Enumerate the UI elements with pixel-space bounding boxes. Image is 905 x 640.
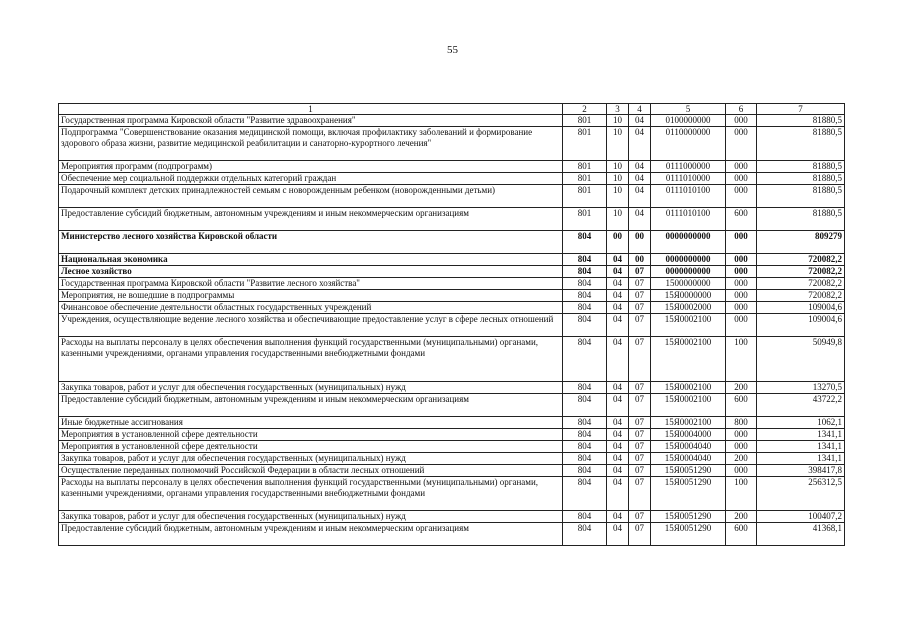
subsection-cell: 07 — [629, 441, 651, 453]
table-row — [59, 254, 845, 266]
expense-type-cell: 000 — [726, 429, 757, 441]
table-body — [59, 115, 845, 546]
name-cell: Учреждения, осуществляющие ведение лесного хозяйства и обеспечивающие предоставление услуг в сфере лесных отношений — [59, 314, 563, 337]
code-cell: 804 — [563, 254, 607, 266]
name-cell: Государственная программа Кировской области "Развитие лесного хозяйства" — [59, 278, 563, 290]
section-cell: 04 — [607, 254, 629, 266]
subsection-cell: 00 — [629, 254, 651, 266]
code-cell: 801 — [563, 127, 607, 161]
subsection-cell: 07 — [629, 278, 651, 290]
table-row — [59, 417, 845, 429]
target-article-cell: 15Я0002100 — [651, 337, 726, 382]
subsection-cell: 07 — [629, 337, 651, 382]
target-article-cell: 15Я0004040 — [651, 441, 726, 453]
amount-cell: 41368,1 — [757, 523, 845, 546]
expense-type-cell: 100 — [726, 337, 757, 382]
target-article-cell: 15Я0000000 — [651, 290, 726, 302]
table-row — [59, 208, 845, 231]
header-col-6: 6 — [726, 104, 757, 115]
table-row — [59, 185, 845, 208]
section-cell: 04 — [607, 511, 629, 523]
target-article-cell: 15Я0002100 — [651, 417, 726, 429]
name-cell: Закупка товаров, работ и услуг для обеспечения государственных (муниципальных) нужд — [59, 382, 563, 394]
target-article-cell: 15Я0002100 — [651, 394, 726, 417]
section-cell: 10 — [607, 161, 629, 173]
header-col-1: 1 — [59, 104, 563, 115]
section-cell: 04 — [607, 429, 629, 441]
name-cell: Лесное хозяйство — [59, 266, 563, 278]
amount-cell: 1341,1 — [757, 441, 845, 453]
code-cell: 804 — [563, 511, 607, 523]
name-cell: Министерство лесного хозяйства Кировской области — [59, 231, 563, 254]
budget-table — [58, 103, 845, 546]
subsection-cell: 04 — [629, 115, 651, 127]
target-article-cell: 0000000000 — [651, 254, 726, 266]
page-number: 55 — [447, 44, 458, 56]
code-cell: 804 — [563, 523, 607, 546]
target-article-cell: 0111010100 — [651, 185, 726, 208]
subsection-cell: 07 — [629, 394, 651, 417]
amount-cell: 1062,1 — [757, 417, 845, 429]
table-row — [59, 314, 845, 337]
amount-cell: 81880,5 — [757, 173, 845, 185]
target-article-cell: 15Я0051290 — [651, 511, 726, 523]
name-cell: Обеспечение мер социальной поддержки отдельных категорий граждан — [59, 173, 563, 185]
name-cell: Иные бюджетные ассигнования — [59, 417, 563, 429]
expense-type-cell: 200 — [726, 382, 757, 394]
section-cell: 04 — [607, 278, 629, 290]
name-cell: Финансовое обеспечение деятельности областных государственных учреждений — [59, 302, 563, 314]
expense-type-cell: 000 — [726, 465, 757, 477]
expense-type-cell: 000 — [726, 302, 757, 314]
expense-type-cell: 000 — [726, 441, 757, 453]
table-row — [59, 382, 845, 394]
code-cell: 804 — [563, 394, 607, 417]
expense-type-cell: 000 — [726, 254, 757, 266]
amount-cell: 720082,2 — [757, 254, 845, 266]
subsection-cell: 00 — [629, 231, 651, 254]
header-col-7: 7 — [757, 104, 845, 115]
expense-type-cell: 200 — [726, 453, 757, 465]
code-cell: 801 — [563, 173, 607, 185]
expense-type-cell: 600 — [726, 523, 757, 546]
amount-cell: 1341,1 — [757, 429, 845, 441]
expense-type-cell: 000 — [726, 314, 757, 337]
table-row — [59, 511, 845, 523]
table-row — [59, 266, 845, 278]
amount-cell: 50949,8 — [757, 337, 845, 382]
amount-cell: 81880,5 — [757, 127, 845, 161]
amount-cell: 720082,2 — [757, 278, 845, 290]
section-cell: 04 — [607, 266, 629, 278]
amount-cell: 809279 — [757, 231, 845, 254]
expense-type-cell: 000 — [726, 290, 757, 302]
section-cell: 04 — [607, 394, 629, 417]
name-cell: Расходы на выплаты персоналу в целях обеспечения выполнения функций государственными (муниципальными) органами, казенными учреждениями, органами управления государственными внебюджетными фондами — [59, 337, 563, 382]
expense-type-cell: 600 — [726, 394, 757, 417]
table-row — [59, 278, 845, 290]
expense-type-cell: 000 — [726, 127, 757, 161]
code-cell: 804 — [563, 453, 607, 465]
target-article-cell: 15Я0051290 — [651, 477, 726, 511]
amount-cell: 81880,5 — [757, 115, 845, 127]
section-cell: 10 — [607, 127, 629, 161]
code-cell: 804 — [563, 302, 607, 314]
header-col-2: 2 — [563, 104, 607, 115]
table-row — [59, 231, 845, 254]
name-cell: Закупка товаров, работ и услуг для обеспечения государственных (муниципальных) нужд — [59, 453, 563, 465]
subsection-cell: 07 — [629, 382, 651, 394]
table-row — [59, 523, 845, 546]
header-col-5: 5 — [651, 104, 726, 115]
section-cell: 04 — [607, 453, 629, 465]
subsection-cell: 07 — [629, 290, 651, 302]
code-cell: 804 — [563, 314, 607, 337]
target-article-cell: 15Я0002000 — [651, 302, 726, 314]
amount-cell: 81880,5 — [757, 185, 845, 208]
name-cell: Подарочный комплект детских принадлежностей семьям с новорожденным ребенком (новорожденными детьми) — [59, 185, 563, 208]
amount-cell: 13270,5 — [757, 382, 845, 394]
target-article-cell: 15Я0004040 — [651, 453, 726, 465]
amount-cell: 100407,2 — [757, 511, 845, 523]
header-col-3: 3 — [607, 104, 629, 115]
amount-cell: 398417,8 — [757, 465, 845, 477]
target-article-cell: 0110000000 — [651, 127, 726, 161]
table-row — [59, 441, 845, 453]
code-cell: 801 — [563, 161, 607, 173]
expense-type-cell: 600 — [726, 208, 757, 231]
header-col-4: 4 — [629, 104, 651, 115]
table-header-row — [59, 104, 845, 115]
code-cell: 804 — [563, 290, 607, 302]
table-row — [59, 161, 845, 173]
section-cell: 10 — [607, 173, 629, 185]
subsection-cell: 04 — [629, 173, 651, 185]
section-cell: 10 — [607, 115, 629, 127]
table-row — [59, 394, 845, 417]
subsection-cell: 07 — [629, 453, 651, 465]
amount-cell: 81880,5 — [757, 161, 845, 173]
name-cell: Мероприятия в установленной сфере деятельности — [59, 429, 563, 441]
expense-type-cell: 100 — [726, 477, 757, 511]
section-cell: 00 — [607, 231, 629, 254]
name-cell: Осуществление переданных полномочий Российской Федерации в области лесных отношений — [59, 465, 563, 477]
code-cell: 801 — [563, 208, 607, 231]
target-article-cell: 0000000000 — [651, 231, 726, 254]
subsection-cell: 04 — [629, 208, 651, 231]
code-cell: 804 — [563, 278, 607, 290]
amount-cell: 43722,2 — [757, 394, 845, 417]
section-cell: 04 — [607, 523, 629, 546]
target-article-cell: 0111010000 — [651, 173, 726, 185]
code-cell: 801 — [563, 185, 607, 208]
code-cell: 801 — [563, 115, 607, 127]
name-cell: Подпрограмма "Совершенствование оказания медицинской помощи, включая профилактику заболеваний и формирование здорового образа жизни, развитие медицинской реабилитации и санаторно-курортного лечения" — [59, 127, 563, 161]
section-cell: 04 — [607, 290, 629, 302]
amount-cell: 109004,6 — [757, 314, 845, 337]
target-article-cell: 1500000000 — [651, 278, 726, 290]
subsection-cell: 07 — [629, 266, 651, 278]
amount-cell: 720082,2 — [757, 290, 845, 302]
subsection-cell: 07 — [629, 523, 651, 546]
expense-type-cell: 000 — [726, 161, 757, 173]
name-cell: Мероприятия, не вошедшие в подпрограммы — [59, 290, 563, 302]
code-cell: 804 — [563, 477, 607, 511]
code-cell: 804 — [563, 337, 607, 382]
name-cell: Расходы на выплаты персоналу в целях обеспечения выполнения функций государственными (муниципальными) органами, казенными учреждениями, органами управления государственными внебюджетными фондами — [59, 477, 563, 511]
amount-cell: 1341,1 — [757, 453, 845, 465]
target-article-cell: 15Я0051290 — [651, 523, 726, 546]
section-cell: 04 — [607, 337, 629, 382]
name-cell: Предоставление субсидий бюджетным, автономным учреждениям и иным некоммерческим организациям — [59, 208, 563, 231]
expense-type-cell: 000 — [726, 278, 757, 290]
expense-type-cell: 000 — [726, 173, 757, 185]
name-cell: Предоставление субсидий бюджетным, автономным учреждениям и иным некоммерческим организациям — [59, 394, 563, 417]
section-cell: 04 — [607, 465, 629, 477]
expense-type-cell: 000 — [726, 231, 757, 254]
section-cell: 04 — [607, 477, 629, 511]
section-cell: 04 — [607, 314, 629, 337]
subsection-cell: 04 — [629, 127, 651, 161]
name-cell: Мероприятия программ (подпрограмм) — [59, 161, 563, 173]
expense-type-cell: 000 — [726, 115, 757, 127]
target-article-cell: 0111010100 — [651, 208, 726, 231]
name-cell: Национальная экономика — [59, 254, 563, 266]
table-row — [59, 453, 845, 465]
amount-cell: 109004,6 — [757, 302, 845, 314]
target-article-cell: 15Я0051290 — [651, 465, 726, 477]
code-cell: 804 — [563, 441, 607, 453]
table-row — [59, 465, 845, 477]
code-cell: 804 — [563, 382, 607, 394]
target-article-cell: 0000000000 — [651, 266, 726, 278]
amount-cell: 720082,2 — [757, 266, 845, 278]
code-cell: 804 — [563, 417, 607, 429]
expense-type-cell: 000 — [726, 266, 757, 278]
amount-cell: 256312,5 — [757, 477, 845, 511]
table-row — [59, 477, 845, 511]
target-article-cell: 15Я0002100 — [651, 382, 726, 394]
name-cell: Закупка товаров, работ и услуг для обеспечения государственных (муниципальных) нужд — [59, 511, 563, 523]
name-cell: Государственная программа Кировской области "Развитие здравоохранения" — [59, 115, 563, 127]
subsection-cell: 07 — [629, 314, 651, 337]
section-cell: 04 — [607, 441, 629, 453]
code-cell: 804 — [563, 266, 607, 278]
target-article-cell: 0111000000 — [651, 161, 726, 173]
section-cell: 10 — [607, 208, 629, 231]
target-article-cell: 0100000000 — [651, 115, 726, 127]
code-cell: 804 — [563, 465, 607, 477]
subsection-cell: 07 — [629, 477, 651, 511]
subsection-cell: 04 — [629, 161, 651, 173]
section-cell: 04 — [607, 382, 629, 394]
expense-type-cell: 200 — [726, 511, 757, 523]
name-cell: Предоставление субсидий бюджетным, автономным учреждениям и иным некоммерческим организациям — [59, 523, 563, 546]
table-row — [59, 429, 845, 441]
table-row — [59, 337, 845, 382]
amount-cell: 81880,5 — [757, 208, 845, 231]
table-row — [59, 173, 845, 185]
subsection-cell: 04 — [629, 185, 651, 208]
code-cell: 804 — [563, 231, 607, 254]
code-cell: 804 — [563, 429, 607, 441]
subsection-cell: 07 — [629, 429, 651, 441]
subsection-cell: 07 — [629, 511, 651, 523]
subsection-cell: 07 — [629, 302, 651, 314]
target-article-cell: 15Я0004000 — [651, 429, 726, 441]
subsection-cell: 07 — [629, 465, 651, 477]
expense-type-cell: 000 — [726, 185, 757, 208]
section-cell: 04 — [607, 302, 629, 314]
target-article-cell: 15Я0002100 — [651, 314, 726, 337]
section-cell: 10 — [607, 185, 629, 208]
table-row — [59, 302, 845, 314]
table-row — [59, 127, 845, 161]
table-row — [59, 290, 845, 302]
expense-type-cell: 800 — [726, 417, 757, 429]
section-cell: 04 — [607, 417, 629, 429]
subsection-cell: 07 — [629, 417, 651, 429]
table-row — [59, 115, 845, 127]
name-cell: Мероприятия в установленной сфере деятельности — [59, 441, 563, 453]
